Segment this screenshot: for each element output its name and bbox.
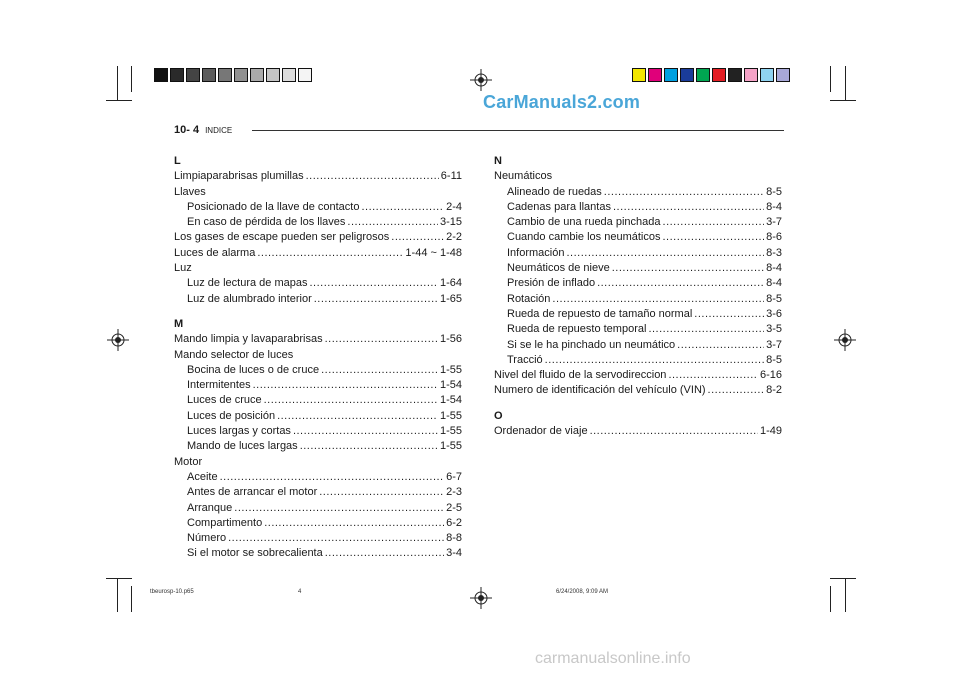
section-title: INDICE <box>205 126 233 135</box>
dot-leader <box>300 439 438 454</box>
color-swatch <box>744 68 758 82</box>
dot-leader <box>552 292 764 307</box>
dot-leader <box>277 409 438 424</box>
index-page-ref: 8-8 <box>446 532 462 545</box>
color-swatch <box>170 68 184 82</box>
footer-timestamp: 6/24/2008, 9:09 AM <box>556 589 609 595</box>
color-swatch <box>186 68 200 82</box>
index-page-ref: 6-2 <box>446 516 462 529</box>
index-page-ref: 8-5 <box>766 353 782 366</box>
index-subentry <box>174 215 462 230</box>
index-subentry <box>494 292 782 307</box>
dot-leader <box>597 276 764 291</box>
index-page-ref: 1-44 ~ 1-48 <box>405 246 462 259</box>
index-entry <box>494 424 782 439</box>
dot-leader <box>708 383 765 398</box>
index-entry-label: Luces de alarma <box>174 246 256 259</box>
footer-watermark[interactable]: carmanualsonline.info <box>535 650 691 667</box>
color-swatch <box>234 68 248 82</box>
index-column-right <box>494 154 782 439</box>
index-subentry <box>174 546 462 561</box>
index-entry <box>174 169 462 184</box>
index-entry-label: Luz de lectura de mapas <box>187 277 308 290</box>
index-page-ref: 8-5 <box>766 185 782 198</box>
dot-leader <box>234 501 444 516</box>
index-subentry <box>174 292 462 307</box>
dot-leader <box>566 246 764 261</box>
color-swatch <box>632 68 646 82</box>
index-subentry <box>174 424 462 439</box>
index-page-ref: 3-7 <box>766 338 782 351</box>
index-entry-label: Neumáticos de nieve <box>507 262 610 275</box>
index-subentry <box>174 200 462 215</box>
dot-leader <box>613 200 764 215</box>
index-subentry <box>494 230 782 245</box>
index-heading-label: Llaves <box>174 185 206 198</box>
dot-leader <box>391 230 444 245</box>
index-page-ref: 8-6 <box>766 231 782 244</box>
dot-leader <box>264 516 444 531</box>
index-entry <box>174 230 462 245</box>
index-page-ref: 2-2 <box>446 231 462 244</box>
index-subentry <box>494 276 782 291</box>
index-subentry <box>494 261 782 276</box>
index-subentry <box>174 393 462 408</box>
index-subentry <box>174 378 462 393</box>
dot-leader <box>677 338 764 353</box>
index-entry <box>174 246 462 261</box>
index-heading <box>174 261 462 276</box>
index-entry-label: Aceite <box>187 470 218 483</box>
index-entry-label: Luces de posición <box>187 409 276 422</box>
dot-leader <box>662 230 764 245</box>
dot-leader <box>612 261 764 276</box>
index-entry-label: Cuando cambie los neumáticos <box>507 231 661 244</box>
color-swatch <box>154 68 168 82</box>
registration-mark-icon <box>107 329 129 351</box>
index-entry-label: Cambio de una rueda pinchada <box>507 216 661 229</box>
footer-sheet-number: 4 <box>298 589 302 595</box>
dot-leader <box>590 424 758 439</box>
index-subentry <box>494 215 782 230</box>
index-heading-label: Mando selector de luces <box>174 348 294 361</box>
index-page-ref: 8-2 <box>766 384 782 397</box>
index-entry-label: Posicionado de la llave de contacto <box>187 200 360 213</box>
index-entry-label: Rueda de repuesto temporal <box>507 323 647 336</box>
index-page-ref: 1-65 <box>439 292 462 305</box>
index-subentry <box>174 470 462 485</box>
index-page-ref: 1-55 <box>439 425 462 438</box>
index-page-ref: 2-4 <box>446 200 462 213</box>
index-heading <box>174 348 462 363</box>
registration-mark-icon <box>834 329 856 351</box>
index-subentry <box>174 501 462 516</box>
index-page-ref: 6-11 <box>440 170 462 183</box>
index-entry-label: Si se le ha pinchado un neumático <box>507 338 676 351</box>
index-entry-label: Compartimento <box>187 516 263 529</box>
dot-leader <box>257 246 403 261</box>
index-entry-label: Nivel del fluido de la servodireccion <box>494 369 667 382</box>
index-entry-label: Luces de cruce <box>187 394 262 407</box>
dot-leader <box>668 368 758 383</box>
index-page-ref: 8-4 <box>766 200 782 213</box>
index-page-ref: 1-55 <box>439 440 462 453</box>
index-subentry <box>174 439 462 454</box>
page-number: 10- 4 <box>174 124 200 136</box>
index-entry-label: Alineado de ruedas <box>507 185 602 198</box>
index-subentry <box>174 531 462 546</box>
section-gap <box>494 399 782 409</box>
index-entry-label: Intermitentes <box>187 379 251 392</box>
index-subentry <box>494 322 782 337</box>
dot-leader <box>694 307 764 322</box>
dot-leader <box>325 332 438 347</box>
index-heading <box>174 455 462 470</box>
index-subentry <box>174 276 462 291</box>
index-entry-label: Rueda de repuesto de tamaño normal <box>507 307 693 320</box>
index-entry-label: Número <box>187 532 227 545</box>
index-subentry <box>174 409 462 424</box>
index-page-ref: 8-4 <box>766 262 782 275</box>
dot-leader <box>309 276 438 291</box>
index-entry-label: Si el motor se sobrecalienta <box>187 547 323 560</box>
index-letter: N <box>494 155 502 167</box>
dot-leader <box>306 169 439 184</box>
index-page-ref: 1-54 <box>439 379 462 392</box>
index-heading <box>174 185 462 200</box>
index-page-ref: 1-56 <box>439 333 462 346</box>
index-entry-label: Rotación <box>507 292 551 305</box>
index-page-ref: 3-7 <box>766 216 782 229</box>
index-column-left <box>174 154 462 562</box>
color-swatch <box>648 68 662 82</box>
header-rule <box>252 130 784 131</box>
color-swatch <box>282 68 296 82</box>
dot-leader <box>220 470 445 485</box>
color-swatch <box>298 68 312 82</box>
dot-leader <box>663 215 765 230</box>
color-swatch <box>680 68 694 82</box>
index-page-ref: 8-3 <box>766 246 782 259</box>
registration-mark-icon <box>470 69 492 91</box>
index-page-ref: 3-6 <box>766 307 782 320</box>
color-swatch <box>202 68 216 82</box>
index-entry-label: Mando de luces largas <box>187 440 298 453</box>
color-swatch <box>776 68 790 82</box>
index-entry-label: Arranque <box>187 501 233 514</box>
dot-leader <box>545 353 764 368</box>
dot-leader <box>228 531 444 546</box>
index-entry-label: Bocina de luces o de cruce <box>187 363 320 376</box>
index-entry <box>174 332 462 347</box>
color-swatch <box>712 68 726 82</box>
index-letter: M <box>174 317 184 330</box>
section-gap <box>174 307 462 317</box>
index-page-ref: 8-4 <box>766 277 782 290</box>
index-entry-label: Información <box>507 246 565 259</box>
index-page-ref: 1-54 <box>439 394 462 407</box>
index-entry-label: Antes de arrancar el motor <box>187 486 318 499</box>
index-subentry <box>494 200 782 215</box>
dot-leader <box>604 185 764 200</box>
index-page-ref: 6-16 <box>759 369 782 382</box>
index-entry-label: Tracció <box>507 353 543 366</box>
index-page-ref: 3-15 <box>439 216 462 229</box>
dot-leader <box>293 424 438 439</box>
index-heading <box>494 169 782 184</box>
index-page-ref: 2-3 <box>446 486 462 499</box>
site-watermark[interactable]: CarManuals2.com <box>483 92 641 112</box>
index-entry-label: Cadenas para llantas <box>507 200 611 213</box>
index-subentry <box>494 185 782 200</box>
dot-leader <box>264 393 438 408</box>
color-swatch <box>664 68 678 82</box>
index-page-ref: 2-5 <box>446 501 462 514</box>
index-subentry <box>174 363 462 378</box>
color-swatch <box>696 68 710 82</box>
index-page-ref: 1-49 <box>759 425 782 438</box>
dot-leader <box>325 546 444 561</box>
index-entry <box>494 368 782 383</box>
index-page-ref: 3-5 <box>766 323 782 336</box>
footer-filename: tbeurosp-10.p65 <box>150 589 194 595</box>
index-entry-label: Mando limpia y lavaparabrisas <box>174 333 323 346</box>
dot-leader <box>319 485 444 500</box>
index-entry-label: Luz de alumbrado interior <box>187 292 312 305</box>
index-entry-label: Presión de inflado <box>507 277 596 290</box>
index-letter: L <box>174 155 181 167</box>
index-page-ref: 1-55 <box>439 409 462 422</box>
registration-mark-icon <box>470 587 492 609</box>
index-entry <box>494 383 782 398</box>
index-heading-label: Neumáticos <box>494 170 553 183</box>
index-page-ref: 6-7 <box>446 470 462 483</box>
index-entry-label: Numero de identificación del vehículo (VIN) <box>494 384 706 397</box>
color-swatch <box>728 68 742 82</box>
index-letter: O <box>494 409 503 422</box>
index-heading-label: Motor <box>174 455 203 468</box>
dot-leader <box>648 322 764 337</box>
index-subentry <box>494 246 782 261</box>
grayscale-color-bar <box>154 68 314 82</box>
color-swatch <box>266 68 280 82</box>
index-page-ref: 1-64 <box>439 277 462 290</box>
index-subentry <box>494 307 782 322</box>
index-entry-label: Limpiaparabrisas plumillas <box>174 170 304 183</box>
color-swatch <box>760 68 774 82</box>
index-page-ref: 8-5 <box>766 292 782 305</box>
process-color-bar <box>632 68 792 82</box>
color-swatch <box>218 68 232 82</box>
color-swatch <box>250 68 264 82</box>
index-subentry <box>494 353 782 368</box>
index-heading-label: Luz <box>174 262 192 275</box>
dot-leader <box>314 292 438 307</box>
index-entry-label: Los gases de escape pueden ser peligrosos <box>174 231 390 244</box>
index-entry-label: Ordenador de viaje <box>494 425 588 438</box>
index-entry-label: Luces largas y cortas <box>187 425 291 438</box>
index-page-ref: 3-4 <box>446 547 462 560</box>
page-header <box>174 124 232 136</box>
index-entry-label: En caso de pérdida de los llaves <box>187 216 346 229</box>
index-subentry <box>174 516 462 531</box>
dot-leader <box>361 200 444 215</box>
dot-leader <box>321 363 438 378</box>
index-page-ref: 1-55 <box>439 363 462 376</box>
index-subentry <box>174 485 462 500</box>
dot-leader <box>253 378 438 393</box>
dot-leader <box>347 215 438 230</box>
index-subentry <box>494 338 782 353</box>
